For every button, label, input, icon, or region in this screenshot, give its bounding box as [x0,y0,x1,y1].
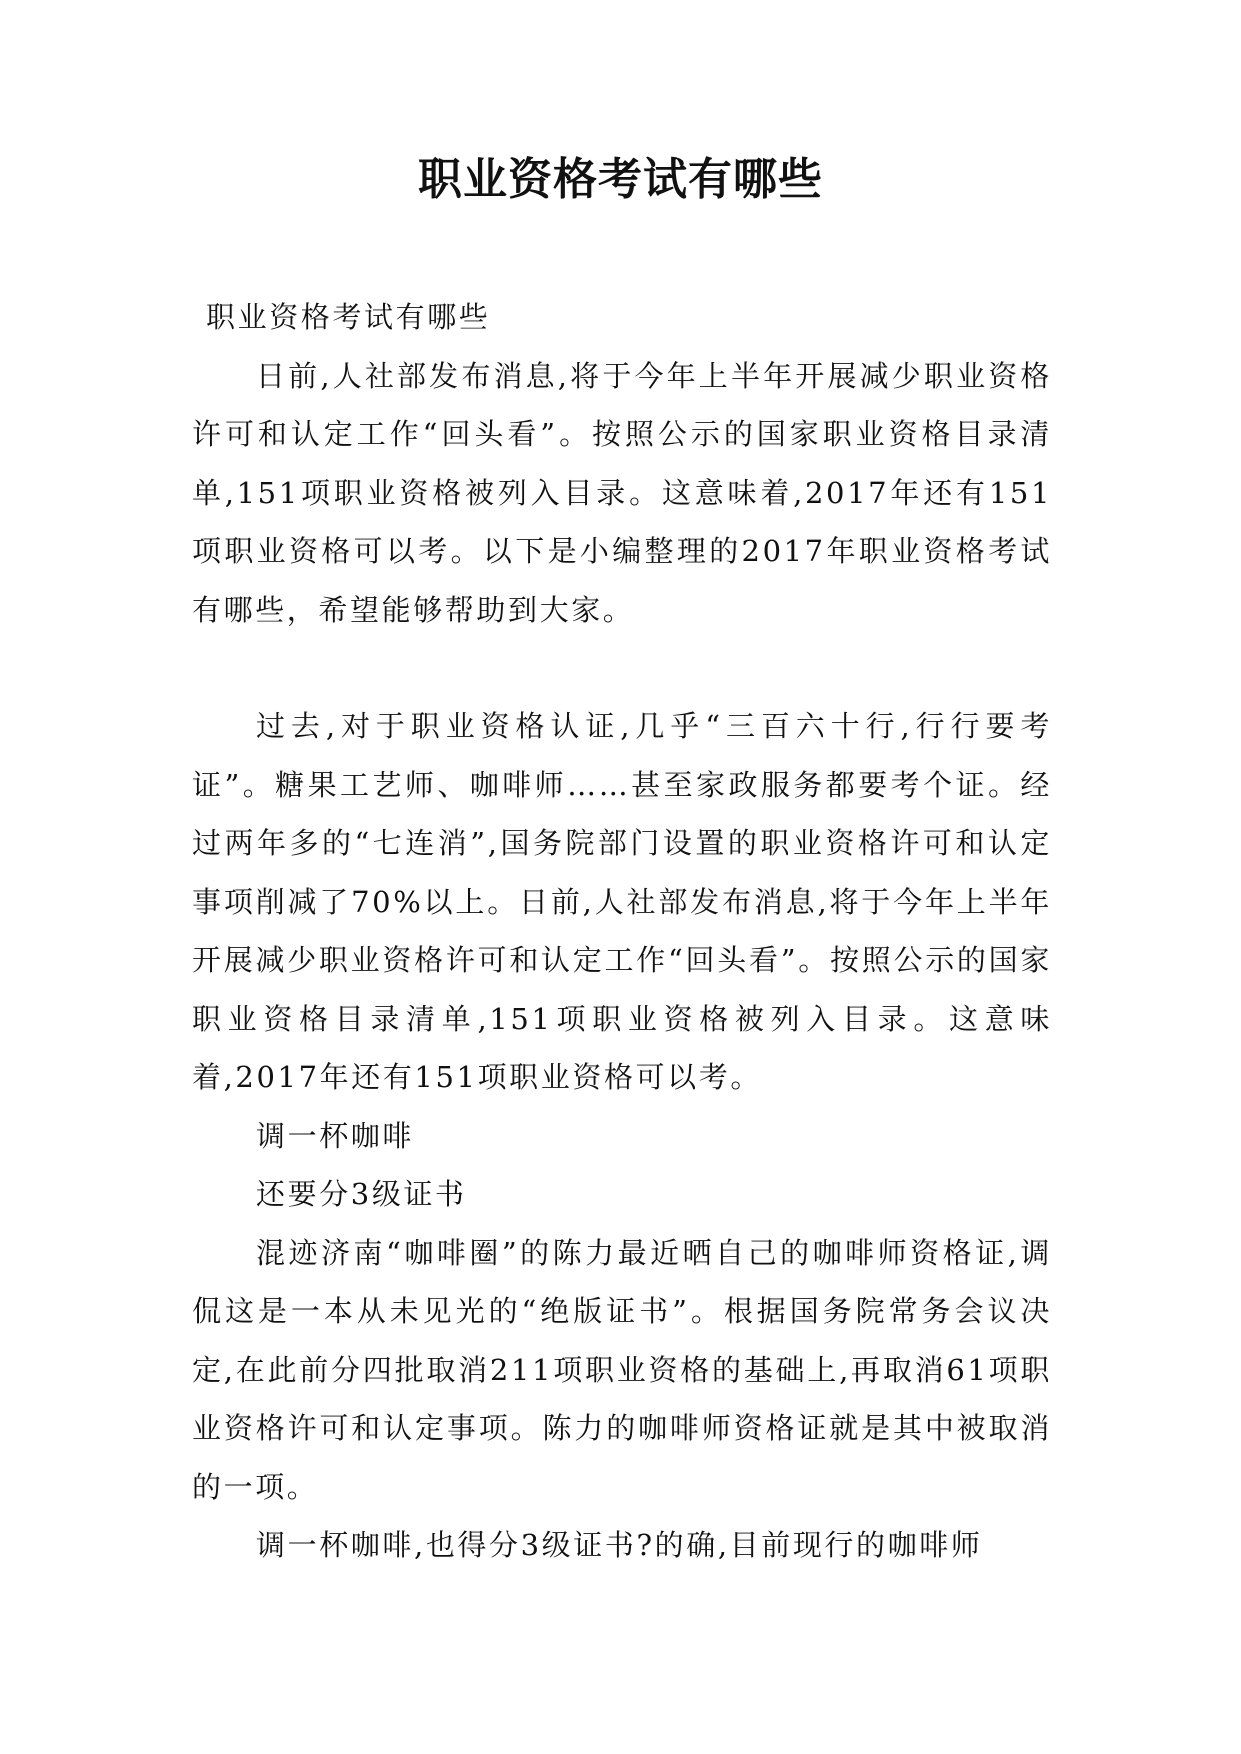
paragraph-chen-li: 混迹济南“咖啡圈”的陈力最近晒自己的咖啡师资格证,调侃这是一本从未见光的“绝版证书”。根据国务院常务会议决定,在此前分四批取消211项职业资格的基础上,再取消61项职业资格许可和认定事项。陈力的咖啡师资格证就是其中被取消的一项。 [192,1235,1052,1504]
section-heading-certificate: 还要分3级证书 [256,1177,467,1211]
paragraph-gap [192,639,1052,697]
document-body [192,288,1052,1575]
document-title: 职业资格考试有哪些 [418,154,823,205]
document-subtitle: 职业资格考试有哪些 [206,300,491,334]
paragraph-intro: 日前,人社部发布消息,将于今年上半年开展减少职业资格许可和认定工作“回头看”。按照公示的国家职业资格目录清单,151项职业资格被列入目录。这意味着,2017年还有151项职业资格可以考。以下是小编整理的2017年职业资格考试有哪些，希望能够帮助到大家。 [192,358,1052,627]
paragraph-background: 过去,对于职业资格认证,几乎“三百六十行,行行要考证”。糖果工艺师、咖啡师……甚至家政服务都要考个证。经过两年多的“七连消”,国务院部门设置的职业资格许可和认定事项削减了70%以上。日前,人社部发布消息,将于今年上半年开展减少职业资格许可和认定工作“回头看”。按照公示的国家职业资格目录清单,151项职业资格被列入目录。这意味着,2017年还有151项职业资格可以考。 [192,709,1052,1094]
paragraph-coffee-levels: 调一杯咖啡,也得分3级证书?的确,目前现行的咖啡师 [256,1528,983,1562]
section-heading-coffee: 调一杯咖啡 [256,1118,415,1153]
